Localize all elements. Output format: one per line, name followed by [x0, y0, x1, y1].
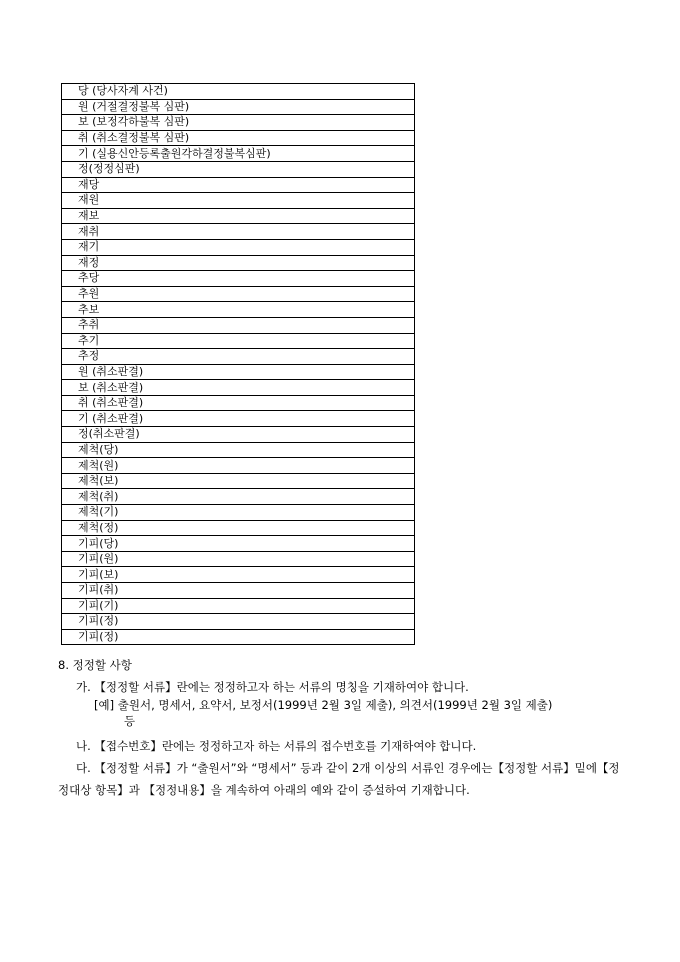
table-row: [62, 364, 415, 380]
table-cell: 당 (당사자계 사건): [62, 84, 415, 100]
table-row: [62, 286, 415, 302]
table-row: [62, 255, 415, 271]
table-row: [62, 551, 415, 567]
table-row: [62, 520, 415, 536]
table-cell: 기피(정): [62, 614, 415, 630]
table-cell: 제척(당): [62, 442, 415, 458]
table-cell: 원 (거절결정불복 심판): [62, 99, 415, 115]
table-row: [62, 458, 415, 474]
table-cell: 기 (실용신안등록출원각하결정불복심판): [62, 146, 415, 162]
table-cell: 재취: [62, 224, 415, 240]
trial-code-rows: [62, 84, 415, 645]
table-row: [62, 473, 415, 489]
table-row: [62, 161, 415, 177]
table-cell: 재정: [62, 255, 415, 271]
table-row: [62, 177, 415, 193]
section-heading: 8. 정정할 사항: [58, 658, 132, 672]
table-cell: 추당: [62, 271, 415, 287]
table-cell: 추정: [62, 349, 415, 365]
table-cell: 제척(기): [62, 505, 415, 521]
table-cell: 추취: [62, 317, 415, 333]
table-row: [62, 536, 415, 552]
table-row: [62, 146, 415, 162]
table-row: [62, 317, 415, 333]
table-row: [62, 567, 415, 583]
table-cell: 추보: [62, 302, 415, 318]
table-row: [62, 427, 415, 443]
table-row: [62, 302, 415, 318]
table-cell: 보 (보정각하불복 심판): [62, 115, 415, 131]
table-row: [62, 99, 415, 115]
table-row: [62, 489, 415, 505]
table-row: [62, 629, 415, 645]
table-cell: 정(취소판결): [62, 427, 415, 443]
table-cell: 기피(보): [62, 567, 415, 583]
table-cell: 보 (취소판결): [62, 380, 415, 396]
table-cell: 취 (취소판결): [62, 395, 415, 411]
table-row: [62, 84, 415, 100]
table-cell: 기피(당): [62, 536, 415, 552]
trial-code-table: [61, 83, 415, 645]
table-cell: 재보: [62, 208, 415, 224]
table-cell: 제척(보): [62, 473, 415, 489]
table-row: [62, 224, 415, 240]
table-row: [62, 380, 415, 396]
example-line-2: 등: [124, 714, 136, 728]
table-cell: 추원: [62, 286, 415, 302]
table-row: [62, 130, 415, 146]
item-na: 나. 【접수번호】란에는 정정하고자 하는 서류의 접수번호를 기재하여야 합니다.: [76, 739, 477, 753]
table-cell: 기피(정): [62, 629, 415, 645]
table-row: [62, 442, 415, 458]
table-cell: 재원: [62, 193, 415, 209]
table-row: [62, 115, 415, 131]
table-cell: 제척(정): [62, 520, 415, 536]
table-row: [62, 395, 415, 411]
table-cell: 제척(취): [62, 489, 415, 505]
table-cell: 제척(원): [62, 458, 415, 474]
table-row: [62, 583, 415, 599]
table-cell: 재기: [62, 239, 415, 255]
table-cell: 재당: [62, 177, 415, 193]
table-row: [62, 193, 415, 209]
table-cell: 기피(기): [62, 598, 415, 614]
table-row: [62, 271, 415, 287]
table-cell: 원 (취소판결): [62, 364, 415, 380]
table-row: [62, 614, 415, 630]
table-row: [62, 333, 415, 349]
table-cell: 취 (취소결정불복 심판): [62, 130, 415, 146]
table-cell: 기 (취소판결): [62, 411, 415, 427]
table-row: [62, 411, 415, 427]
table-row: [62, 505, 415, 521]
table-row: [62, 208, 415, 224]
example-note: [94, 697, 622, 729]
table-cell: 기피(취): [62, 583, 415, 599]
table-row: [62, 349, 415, 365]
table-row: [62, 598, 415, 614]
item-da: 다. 【정정할 서류】가 “출원서”와 “명세서” 등과 같이 2개 이상의 서류인 경우에는【정정할 서류】밑에【정정대상 항목】과 【정정내용】을 계속하여 아래의 예와 같이 증설하여 기재합니다.: [58, 761, 620, 797]
table-row: [62, 239, 415, 255]
example-line-1: [예] 출원서, 명세서, 요약서, 보정서(1999년 2월 3일 제출), 의견서(1999년 2월 3일 제출): [94, 698, 553, 712]
table-cell: 정(정정심판): [62, 161, 415, 177]
item-ga: 가. 【정정할 서류】란에는 정정하고자 하는 서류의 명칭을 기재하여야 합니다.: [76, 680, 469, 694]
table-cell: 추기: [62, 333, 415, 349]
table-cell: 기피(원): [62, 551, 415, 567]
